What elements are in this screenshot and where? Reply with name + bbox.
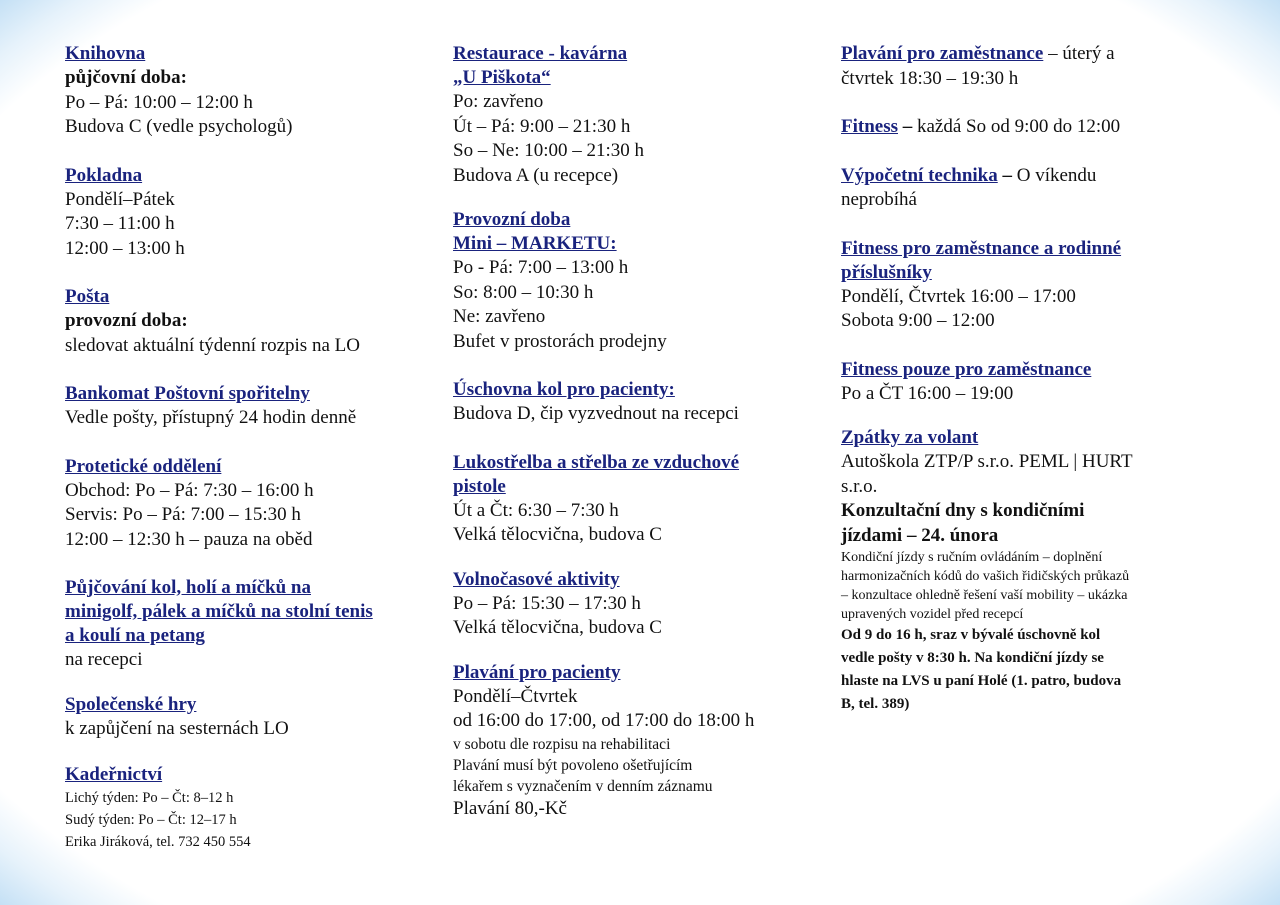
plavani-zam-heading: Plavání pro zaměstnance: [841, 43, 1044, 64]
restaurace-heading-1: Restaurace - kavárna: [453, 43, 628, 64]
vypocetni-note-2: neprobíhá: [841, 189, 917, 210]
section-bankomat: [65, 382, 435, 431]
posta-label: provozní doba:: [65, 310, 188, 331]
zpatky-bold-1: Konzultační dny s kondičními: [841, 500, 1085, 521]
hry-heading: Společenské hry: [65, 693, 197, 715]
pokladna-days: Pondělí–Pátek: [65, 188, 175, 210]
fitness-dash: –: [898, 116, 917, 137]
section-restaurace: [453, 42, 823, 188]
plavani-price: Plavání 80,-Kč: [453, 797, 567, 819]
posta-note: sledovat aktuální týdenní rozpis na LO: [65, 334, 360, 356]
uschovna-note: Budova D, čip vyzvednout na recepci: [453, 403, 739, 424]
fitness-heading: Fitness: [841, 116, 898, 137]
section-hry: [65, 693, 435, 742]
section-fitness-rodina: [841, 237, 1201, 334]
vypocetni-line: [841, 164, 1201, 189]
market-saturday: So: 8:00 – 10:30 h: [453, 281, 594, 303]
bankomat-note: Vedle pošty, přístupný 24 hodin denně: [65, 407, 357, 428]
pokladna-hours-2: 12:00 – 13:00 h: [65, 237, 185, 259]
market-note: Bufet v prostorách prodejny: [453, 330, 667, 352]
pujcovani-note: na recepci: [65, 649, 143, 670]
restaurace-mon: Po: zavřeno: [453, 91, 544, 112]
zpatky-footer-3: hlaste na LVS u paní Holé (1. patro, budova: [841, 673, 1122, 689]
restaurace-location: Budova A (u recepce): [453, 164, 619, 186]
knihovna-label: půjčovní doba:: [65, 67, 187, 88]
fitness-zam-heading: Fitness pouze pro zaměstnance: [841, 358, 1092, 380]
kadernictvi-even-week: Sudý týden: Po – Čt: 12–17 h: [65, 812, 237, 828]
protetika-service: Servis: Po – Pá: 7:00 – 15:30 h: [65, 504, 301, 525]
fitness-rodina-heading-2: příslušníky: [841, 261, 932, 283]
restaurace-tue-fri: Út – Pá: 9:00 – 21:30 h: [453, 115, 631, 137]
market-heading-2: Mini – MARKETU:: [453, 233, 617, 254]
zpatky-small-1: Kondiční jízdy s ručním ovládáním – doplnění: [841, 550, 1103, 565]
plavani-zam-days: – úterý a: [1043, 43, 1115, 64]
section-fitness: [841, 115, 1201, 140]
zpatky-small-4: upravených vozidel před recepcí: [841, 607, 1024, 622]
zpatky-footer-1: Od 9 do 16 h, sraz v bývalé úschovně kol: [841, 627, 1101, 643]
fitness-rodina-hours-2: Sobota 9:00 – 12:00: [841, 310, 995, 331]
fitness-hours: každá So od 9:00 do 12:00: [917, 116, 1121, 137]
protetika-lunch: 12:00 – 12:30 h – pauza na oběd: [65, 528, 313, 550]
market-weekdays: Po - Pá: 7:00 – 13:00 h: [453, 257, 629, 278]
kadernictvi-contact: Erika Jiráková, tel. 732 450 554: [65, 834, 251, 850]
hry-note: k zapůjčení na sesternách LO: [65, 717, 289, 739]
section-knihovna: [65, 42, 435, 140]
section-kadernictvi: [65, 763, 435, 853]
volnocas-location: Velká tělocvična, budova C: [453, 617, 662, 638]
protetika-shop: Obchod: Po – Pá: 7:30 – 16:00 h: [65, 479, 314, 501]
section-uschovna: [453, 378, 823, 427]
zpatky-small-2: harmonizačních kódů do vašich řidičských průkazů: [841, 569, 1130, 584]
section-pujcovani: [65, 576, 435, 673]
pokladna-heading: Pokladna: [65, 164, 143, 186]
protetika-heading: Protetické oddělení: [65, 455, 222, 477]
kadernictvi-odd-week: Lichý týden: Po – Čt: 8–12 h: [65, 790, 234, 806]
fitness-zam-hours: Po a ČT 16:00 – 19:00: [841, 382, 1014, 404]
lukostrelba-location: Velká tělocvična, budova C: [453, 524, 662, 545]
fitness-rodina-heading-1: Fitness pro zaměstnance a rodinné: [841, 237, 1122, 259]
pujcovani-heading-1: Půjčování kol, holí a míčků na: [65, 577, 311, 598]
plavani-zam-line: [841, 42, 1201, 67]
knihovna-hours: Po – Pá: 10:00 – 12:00 h: [65, 91, 253, 113]
column-3: [841, 42, 1201, 740]
restaurace-weekend: So – Ne: 10:00 – 21:30 h: [453, 140, 645, 161]
section-pokladna: [65, 164, 435, 262]
section-fitness-zamestnanci: [841, 358, 1201, 407]
zpatky-school-2: s.r.o.: [841, 475, 878, 497]
zpatky-bold-2: jízdami – 24. února: [841, 524, 999, 546]
zpatky-school-1: Autoškola ZTP/P s.r.o. PEML | HURT: [841, 451, 1133, 472]
section-market: [453, 208, 823, 354]
knihovna-heading: Knihovna: [65, 43, 146, 64]
pujcovani-heading-2: minigolf, pálek a míčků na stolní tenis: [65, 601, 373, 622]
plavani-hours: od 16:00 do 17:00, od 17:00 do 18:00 h: [453, 710, 755, 731]
kadernictvi-heading: Kadeřnictví: [65, 764, 163, 785]
lukostrelba-heading-2: pistole: [453, 475, 506, 497]
pokladna-hours-1: 7:30 – 11:00 h: [65, 213, 175, 234]
fitness-line: [841, 115, 1201, 140]
lukostrelba-hours: Út a Čt: 6:30 – 7:30 h: [453, 499, 619, 521]
restaurace-heading-2: „U Piškota“: [453, 67, 551, 88]
market-heading-1: Provozní doba: [453, 209, 571, 230]
zpatky-footer-2: vedle pošty v 8:30 h. Na kondiční jízdy se: [841, 650, 1104, 666]
fitness-rodina-hours-1: Pondělí, Čtvrtek 16:00 – 17:00: [841, 285, 1076, 307]
section-plavani: [453, 661, 823, 822]
lukostrelba-heading-1: Lukostřelba a střelba ze vzduchové: [453, 451, 740, 473]
section-zpatky: [841, 426, 1201, 716]
bankomat-heading: Bankomat Poštovní spořitelny: [65, 383, 310, 404]
volnocas-hours: Po – Pá: 15:30 – 17:30 h: [453, 592, 641, 614]
plavani-saturday: v sobotu dle rozpisu na rehabilitaci: [453, 735, 671, 753]
column-2: [453, 42, 823, 845]
vypocetni-heading: Výpočetní technika: [841, 164, 998, 186]
plavani-note-1: Plavání musí být povoleno ošetřujícím: [453, 756, 693, 774]
section-posta: [65, 285, 435, 358]
section-protetika: [65, 455, 435, 553]
pujcovani-heading-3: a koulí na petang: [65, 625, 205, 646]
column-1: [65, 42, 435, 877]
plavani-days: Pondělí–Čtvrtek: [453, 685, 578, 707]
plavani-zam-hours: čtvrtek 18:30 – 19:30 h: [841, 67, 1019, 89]
volnocas-heading: Volnočasové aktivity: [453, 568, 620, 590]
uschovna-heading: Úschovna kol pro pacienty:: [453, 379, 675, 400]
zpatky-heading: Zpátky za volant: [841, 427, 979, 448]
zpatky-footer-4: B, tel. 389): [841, 696, 910, 712]
section-volnocas: [453, 568, 823, 641]
knihovna-location: Budova C (vedle psychologů): [65, 116, 293, 137]
zpatky-small-3: – konzultace ohledně řešení vaší mobility – ukázka: [841, 588, 1128, 603]
vypocetni-note: O víkendu: [1016, 164, 1097, 186]
vypocetni-dash: –: [997, 164, 1017, 186]
posta-heading: Pošta: [65, 286, 110, 307]
section-vypocetni: [841, 164, 1201, 213]
plavani-heading: Plavání pro pacienty: [453, 661, 621, 683]
section-lukostrelba: [453, 451, 823, 548]
plavani-note-2: lékařem s vyznačením v denním záznamu: [453, 777, 713, 795]
market-sunday: Ne: zavřeno: [453, 306, 546, 327]
section-plavani-zamestnanci: [841, 42, 1201, 91]
